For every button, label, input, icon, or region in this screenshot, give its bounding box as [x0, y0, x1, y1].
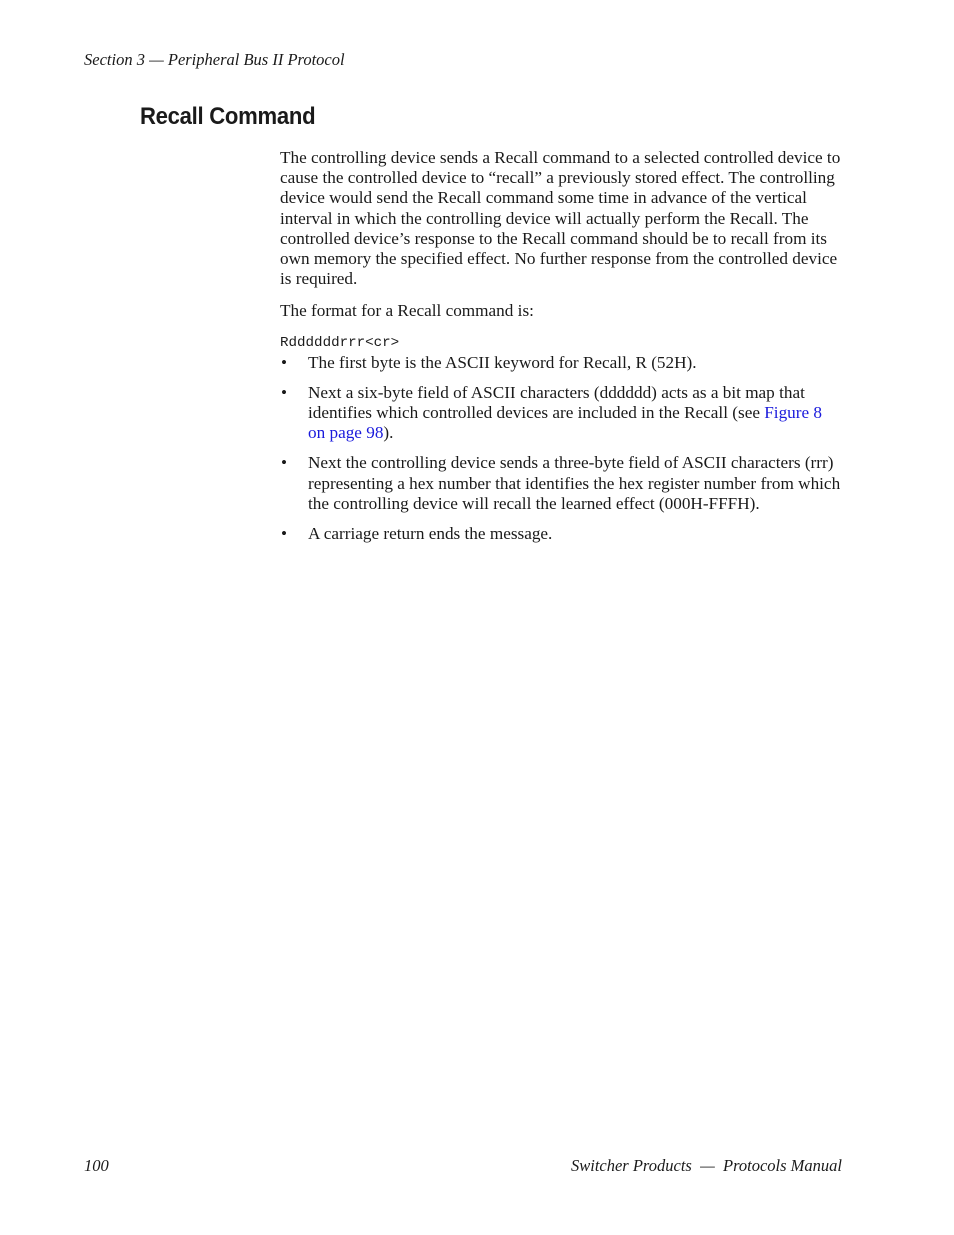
body-column: [280, 148, 842, 554]
bullet-list: [280, 353, 842, 545]
list-item: [280, 353, 842, 373]
bullet-marker: •: [281, 382, 288, 402]
format-code: Rddddddrrr<cr>: [280, 334, 400, 351]
intro-paragraph: The controlling device sends a Recall command to a selected controlled device to cause the controlled device to “recall” a previously stored effect. The controlling device would send the Recall command some time in advance of the vertical interval in which the controlling device will actually perform the Recall. The controlled device’s response to the Recall command should be to recall from its own memory the specified effect. No further response from the controlled device is required.: [280, 148, 841, 289]
bullet-marker: •: [281, 453, 288, 473]
list-item: [280, 383, 842, 444]
list-item-text: A carriage return ends the message.: [308, 524, 553, 544]
list-item-text: Next the controlling device sends a three-byte field of ASCII characters (rrr) representing a hex number that identifies the hex register number from which the controlling device will recall the learned effect (000H-FFFH).: [308, 453, 841, 513]
list-item: [280, 453, 842, 514]
running-header: Section 3 — Peripheral Bus II Protocol: [84, 50, 345, 69]
running-footer-title: Switcher Products — Protocols Manual: [570, 1156, 842, 1175]
bullet-marker: •: [281, 524, 288, 544]
format-intro-paragraph: The format for a Recall command is:: [280, 301, 534, 321]
list-item: [280, 524, 842, 544]
list-item-text-end: ).: [383, 423, 394, 443]
figure-cross-reference-link[interactable]: Figure 8 on page 98: [308, 403, 823, 443]
section-title: Recall Command: [140, 103, 316, 130]
list-item-text: Next a six-byte field of ASCII characters (dddddd) acts as a bit map that identifies which controlled devices are included in the Recall (see: [308, 382, 805, 423]
list-item-text: The first byte is the ASCII keyword for Recall, R (52H).: [308, 352, 697, 372]
bullet-marker: •: [281, 352, 288, 372]
page-number: 100: [84, 1156, 109, 1175]
